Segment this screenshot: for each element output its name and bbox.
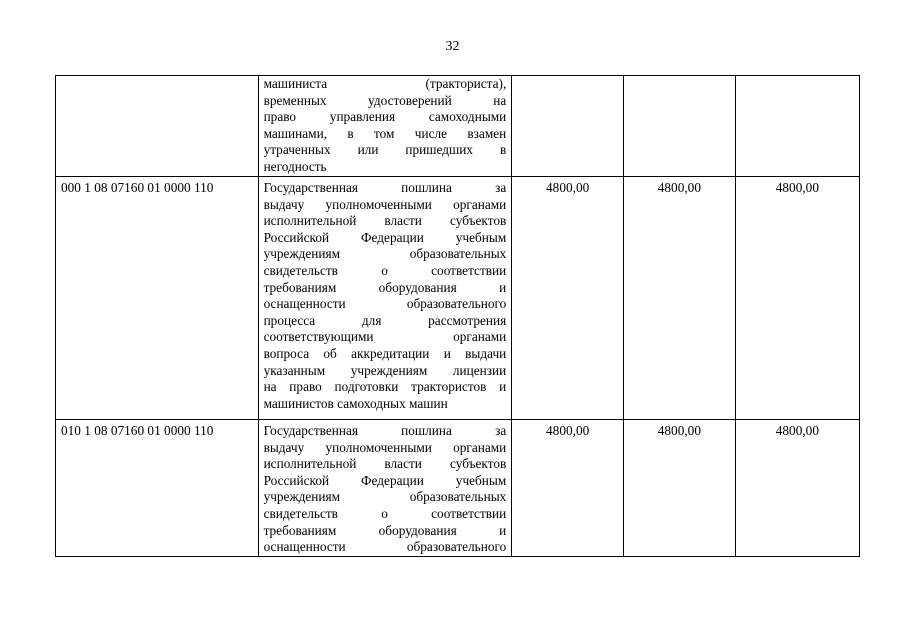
amount-cell [735, 76, 859, 177]
description-line: оснащенности образовательного [263, 539, 507, 555]
amount-cell: 4800,00 [512, 177, 624, 420]
budget-code-cell [56, 76, 259, 177]
amount-cell: 4800,00 [512, 420, 624, 557]
description-line: выдачу уполномоченными органами [263, 439, 507, 455]
amount-cell: 4800,00 [624, 420, 736, 557]
description-line: Российской Федерации учебным [263, 472, 507, 488]
description-line: исполнительной власти субъектов [263, 456, 507, 472]
description-line: исполнительной власти субъектов [263, 213, 507, 229]
description-line: требованиям оборудования и [263, 279, 507, 295]
revenue-table [55, 75, 860, 557]
description-line: соответствующими органами [263, 329, 507, 345]
description-cell [258, 420, 512, 557]
description-line: утраченных или пришедших в [263, 142, 507, 158]
description-line: вопроса об аккредитации и выдачи [263, 345, 507, 361]
budget-code-cell: 000 1 08 07160 01 0000 110 [56, 177, 259, 420]
description-line: свидетельств о соответствии [263, 505, 507, 521]
description-line: Российской Федерации учебным [263, 229, 507, 245]
description-line: на право подготовки трактористов и [263, 379, 507, 395]
description-line: машиниста (тракториста), [263, 76, 507, 91]
description-line: Государственная пошлина за [263, 423, 507, 438]
description-cell [258, 76, 512, 177]
table-row [56, 420, 860, 557]
description-line: машинами, в том числе взамен [263, 125, 507, 141]
amount-cell: 4800,00 [735, 177, 859, 420]
description-line: выдачу уполномоченными органами [263, 196, 507, 212]
description-line: негодность [263, 158, 327, 174]
budget-code-cell: 010 1 08 07160 01 0000 110 [56, 420, 259, 557]
amount-cell: 4800,00 [624, 177, 736, 420]
table-row [56, 76, 860, 177]
description-line: указанным учреждениям лицензии [263, 362, 507, 378]
description-line: машинистов самоходных машин [263, 395, 448, 411]
page-number: 32 [445, 39, 460, 54]
description-line: право управления самоходными [263, 109, 507, 125]
description-line: требованиям оборудования и [263, 522, 507, 538]
description-line: учреждениям образовательных [263, 489, 507, 505]
amount-cell: 4800,00 [735, 420, 859, 557]
description-line: Государственная пошлина за [263, 180, 507, 195]
amount-cell [624, 76, 736, 177]
table-row [56, 177, 860, 420]
description-line: процесса для рассмотрения [263, 312, 507, 328]
description-cell [258, 177, 512, 420]
description-line: оснащенности образовательного [263, 296, 507, 312]
description-line: учреждениям образовательных [263, 246, 507, 262]
amount-cell [512, 76, 624, 177]
description-line: свидетельств о соответствии [263, 262, 507, 278]
description-line: временных удостоверений на [263, 92, 507, 108]
